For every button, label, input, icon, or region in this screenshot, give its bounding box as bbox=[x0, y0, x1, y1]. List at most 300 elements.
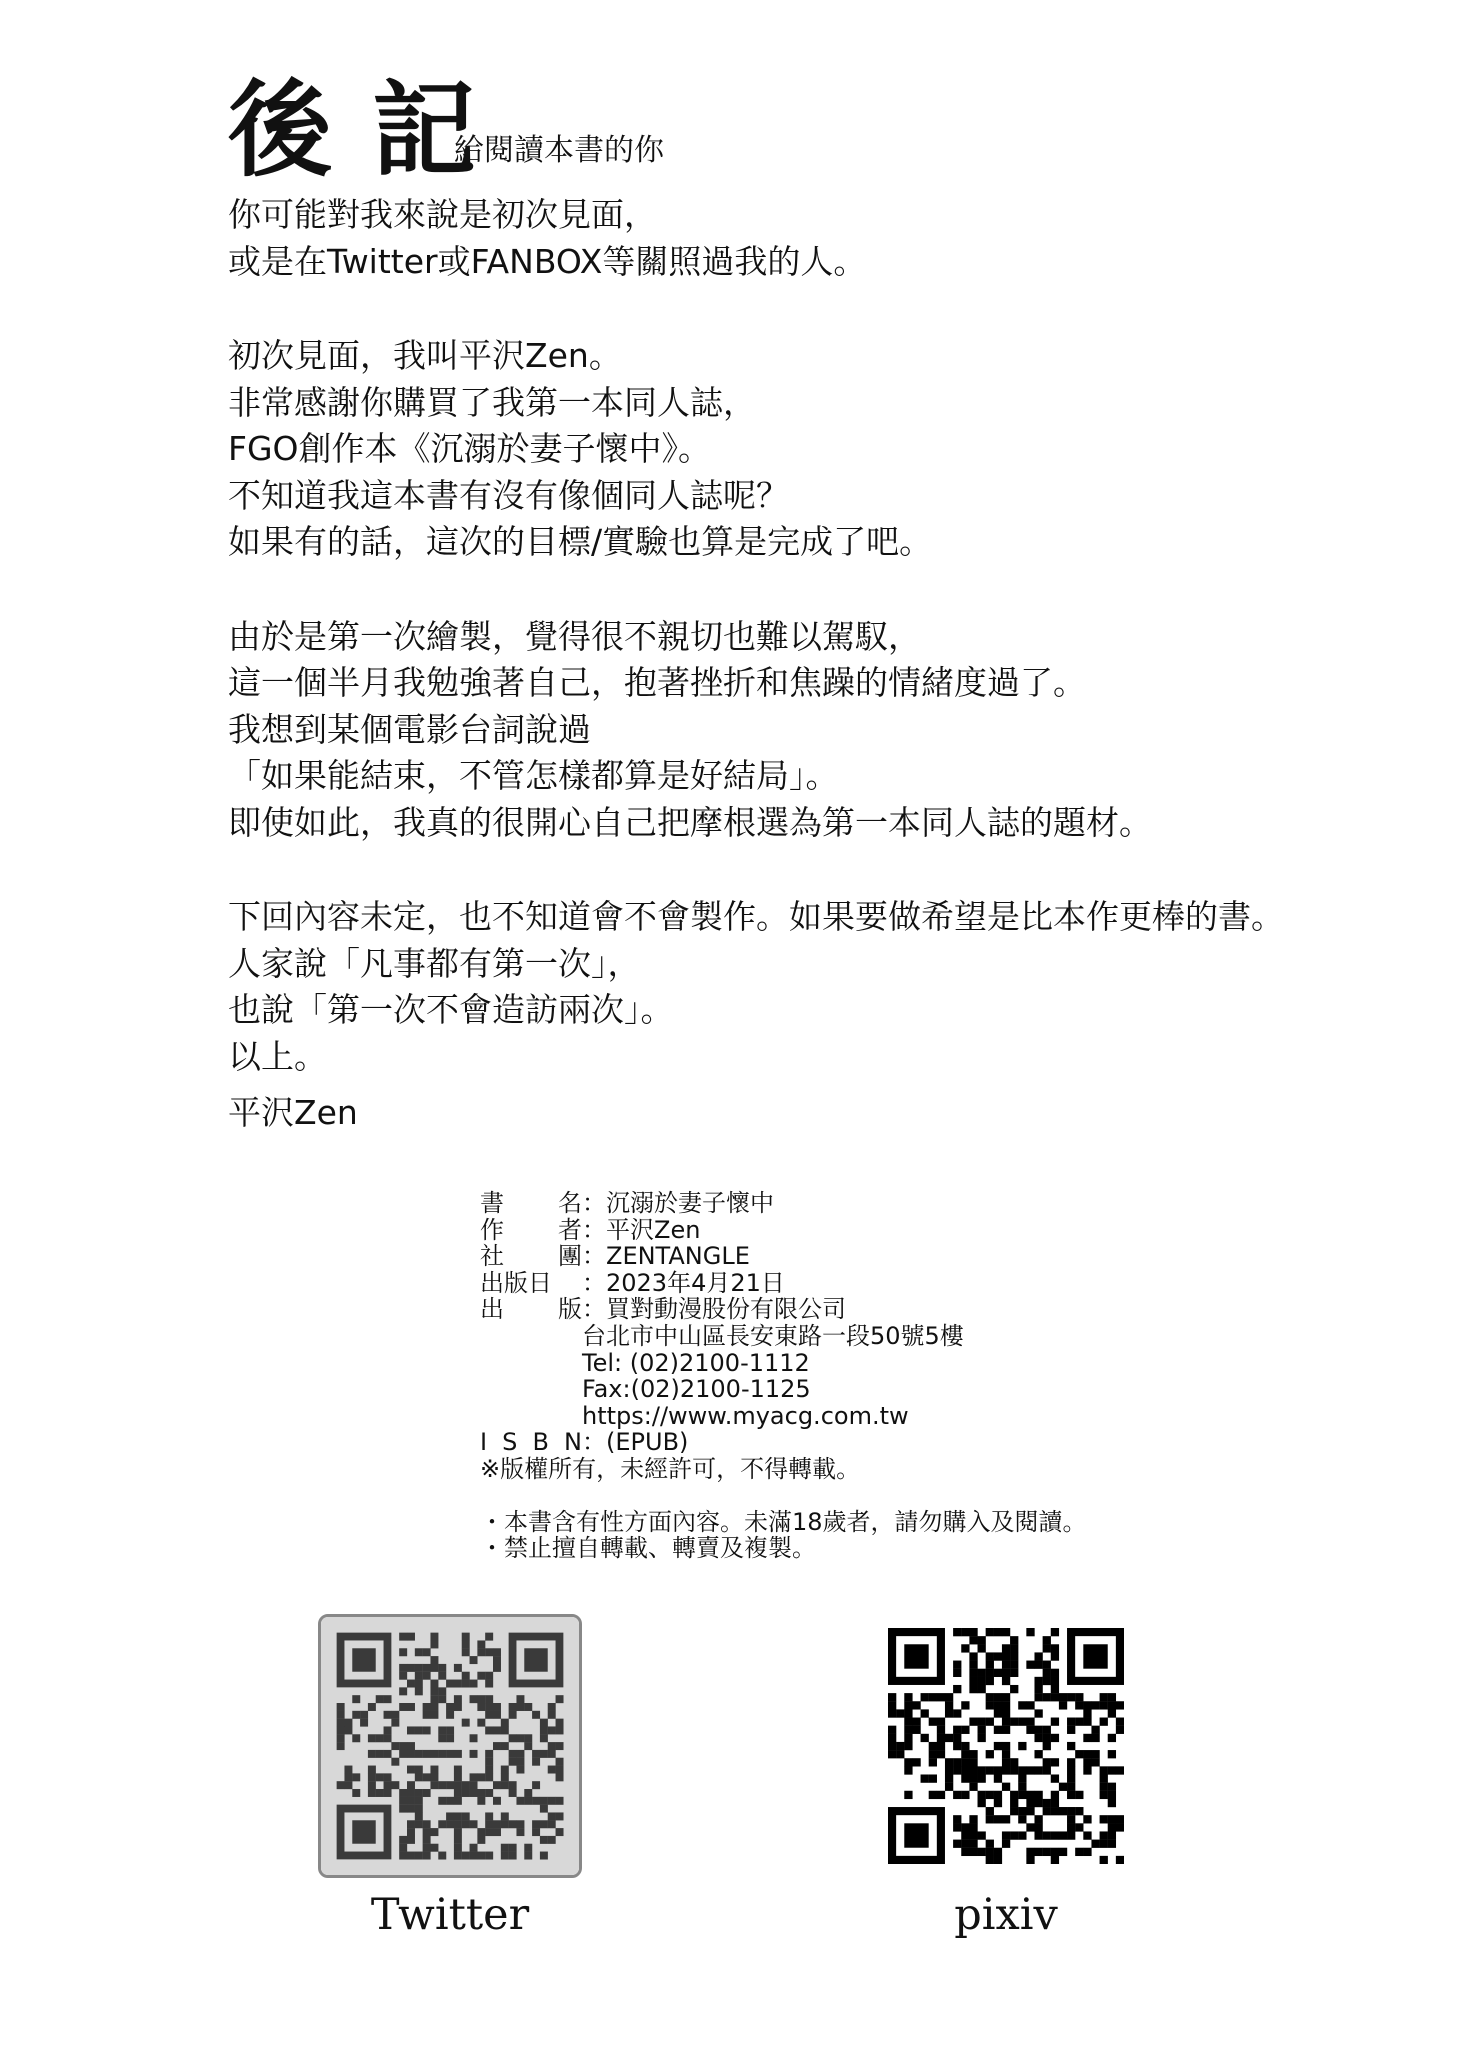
qr-module bbox=[986, 1669, 994, 1677]
qr-module bbox=[1010, 1831, 1018, 1839]
qr-module bbox=[994, 1766, 1002, 1774]
twitter-qr-code[interactable] bbox=[318, 1614, 582, 1878]
qr-module bbox=[430, 1656, 438, 1664]
qr-module bbox=[904, 1791, 912, 1799]
qr-module bbox=[337, 1781, 345, 1789]
qr-module bbox=[485, 1789, 493, 1797]
qr-module bbox=[485, 1852, 493, 1860]
qr-module bbox=[969, 1652, 977, 1660]
qr-module bbox=[1002, 1815, 1010, 1823]
qr-module bbox=[888, 1693, 896, 1701]
qr-module bbox=[1108, 1750, 1116, 1758]
copyright-notice: ※版權所有，未經許可，不得轉載。 bbox=[480, 1454, 861, 1483]
qr-module bbox=[978, 1718, 986, 1726]
colophon-row-title bbox=[480, 1190, 1087, 1217]
qr-module bbox=[391, 1711, 399, 1719]
qr-module bbox=[548, 1742, 556, 1750]
text-line: 你可能對我來說是初次見面， bbox=[228, 195, 657, 234]
qr-module bbox=[376, 1789, 384, 1797]
qr-module bbox=[399, 1742, 407, 1750]
qr-module bbox=[953, 1734, 961, 1742]
qr-module bbox=[454, 1844, 462, 1852]
qr-module bbox=[556, 1742, 564, 1750]
qr-module bbox=[1002, 1742, 1010, 1750]
colophon-row-publisher bbox=[480, 1296, 1087, 1323]
qr-module bbox=[1043, 1734, 1051, 1742]
text-line: 即使如此，我真的很開心自己把摩根選為第一本同人誌的題材。 bbox=[228, 802, 1152, 842]
qr-module bbox=[540, 1726, 548, 1734]
qr-module bbox=[953, 1815, 961, 1823]
qr-module bbox=[1018, 1791, 1026, 1799]
qr-module bbox=[1116, 1856, 1124, 1864]
qr-module bbox=[1034, 1823, 1042, 1831]
qr-module bbox=[1010, 1791, 1018, 1799]
qr-module bbox=[904, 1701, 912, 1709]
qr-module bbox=[524, 1852, 532, 1860]
qr-module bbox=[1100, 1831, 1108, 1839]
qr-module bbox=[1051, 1734, 1059, 1742]
qr-module bbox=[423, 1672, 431, 1680]
text-line: 我想到某個電影台詞說過 bbox=[228, 709, 591, 749]
qr-module bbox=[415, 1805, 423, 1813]
qr-module bbox=[352, 1789, 360, 1797]
qr-module bbox=[540, 1836, 548, 1844]
qr-module bbox=[1108, 1831, 1116, 1839]
qr-module bbox=[430, 1828, 438, 1836]
qr-module bbox=[485, 1766, 493, 1774]
qr-module bbox=[423, 1750, 431, 1758]
qr-module bbox=[438, 1672, 446, 1680]
qr-module bbox=[921, 1734, 929, 1742]
qr-module bbox=[929, 1718, 937, 1726]
qr-module bbox=[509, 1734, 517, 1742]
qr-module bbox=[953, 1685, 961, 1693]
qr-module bbox=[446, 1812, 454, 1820]
qr-module bbox=[978, 1734, 986, 1742]
qr-module bbox=[423, 1711, 431, 1719]
qr-module bbox=[438, 1750, 446, 1758]
qr-module bbox=[407, 1828, 415, 1836]
qr-module bbox=[454, 1664, 462, 1672]
qr-module bbox=[978, 1644, 986, 1652]
qr-module bbox=[986, 1750, 994, 1758]
qr-module bbox=[509, 1711, 517, 1719]
qr-module bbox=[454, 1789, 462, 1797]
qr-module bbox=[1067, 1807, 1075, 1815]
qr-module bbox=[1091, 1840, 1099, 1848]
colon: ： bbox=[582, 1295, 606, 1324]
qr-module bbox=[961, 1726, 969, 1734]
qr-module bbox=[1026, 1856, 1034, 1864]
qr-module bbox=[1067, 1766, 1075, 1774]
qr-module bbox=[548, 1797, 556, 1805]
qr-module bbox=[477, 1695, 485, 1703]
qr-module bbox=[921, 1693, 929, 1701]
qr-module bbox=[548, 1703, 556, 1711]
qr-module bbox=[1116, 1815, 1124, 1823]
qr-module bbox=[1026, 1799, 1034, 1807]
qr-module bbox=[360, 1719, 368, 1727]
qr-module bbox=[477, 1797, 485, 1805]
qr-module bbox=[1018, 1774, 1026, 1782]
qr-module bbox=[953, 1669, 961, 1677]
twitter-label: Twitter bbox=[370, 1890, 530, 1940]
qr-module bbox=[423, 1820, 431, 1828]
qr-module bbox=[556, 1758, 564, 1766]
qr-module bbox=[888, 1701, 896, 1709]
qr-module bbox=[994, 1815, 1002, 1823]
qr-module bbox=[446, 1797, 454, 1805]
qr-module bbox=[1067, 1791, 1075, 1799]
qr-module bbox=[493, 1742, 501, 1750]
isbn-value: (EPUB) bbox=[606, 1428, 689, 1457]
qr-module bbox=[1002, 1661, 1010, 1669]
text-line: 也說「第一次不會造訪兩次」。 bbox=[228, 990, 674, 1029]
qr-module bbox=[1051, 1791, 1059, 1799]
qr-module bbox=[1034, 1693, 1042, 1701]
qr-module bbox=[438, 1734, 446, 1742]
qr-module bbox=[994, 1701, 1002, 1709]
qr-module bbox=[462, 1820, 470, 1828]
qr-module bbox=[524, 1734, 532, 1742]
qr-module bbox=[961, 1644, 969, 1652]
qr-module bbox=[556, 1797, 564, 1805]
qr-module bbox=[516, 1820, 524, 1828]
colon: ： bbox=[582, 1268, 606, 1297]
qr-module bbox=[1059, 1848, 1067, 1856]
qr-module bbox=[1075, 1823, 1083, 1831]
qr-module bbox=[1026, 1701, 1034, 1709]
qr-module bbox=[945, 1783, 953, 1791]
qr-module bbox=[1116, 1823, 1124, 1831]
qr-module bbox=[391, 1758, 399, 1766]
qr-module bbox=[509, 1789, 517, 1797]
qr-module bbox=[485, 1633, 493, 1641]
qr-module bbox=[945, 1701, 953, 1709]
qr-module bbox=[1026, 1791, 1034, 1799]
qr-module bbox=[978, 1726, 986, 1734]
qr-module bbox=[1083, 1815, 1091, 1823]
qr-module bbox=[978, 1831, 986, 1839]
qr-module bbox=[493, 1820, 501, 1828]
qr-module bbox=[399, 1844, 407, 1852]
qr-module bbox=[352, 1695, 360, 1703]
qr-module bbox=[454, 1766, 462, 1774]
qr-module bbox=[1051, 1693, 1059, 1701]
circle-value: ZENTANGLE bbox=[606, 1242, 750, 1271]
qr-module bbox=[556, 1828, 564, 1836]
qr-module bbox=[1026, 1726, 1034, 1734]
qr-module bbox=[1010, 1718, 1018, 1726]
qr-module bbox=[516, 1750, 524, 1758]
qr-module bbox=[368, 1789, 376, 1797]
qr-module bbox=[384, 1711, 392, 1719]
qr-module bbox=[509, 1703, 517, 1711]
qr-module bbox=[978, 1669, 986, 1677]
qr-module bbox=[407, 1742, 415, 1750]
qr-module bbox=[524, 1844, 532, 1852]
afterword-subtitle: 給閱讀本書的你 bbox=[454, 133, 664, 168]
qr-module bbox=[423, 1836, 431, 1844]
qr-module bbox=[470, 1773, 478, 1781]
qr-module bbox=[961, 1831, 969, 1839]
qr-module bbox=[509, 1750, 517, 1758]
qr-module bbox=[953, 1628, 961, 1636]
qr-module bbox=[540, 1734, 548, 1742]
qr-module bbox=[423, 1664, 431, 1672]
qr-module bbox=[1059, 1783, 1067, 1791]
qr-module bbox=[454, 1828, 462, 1836]
qr-module bbox=[969, 1774, 977, 1782]
qr-module bbox=[407, 1726, 415, 1734]
qr-module bbox=[1108, 1815, 1116, 1823]
notice-age: ・本書含有性方面內容。未滿18歲者，請勿購入及閱讀。 bbox=[480, 1507, 1087, 1536]
qr-module bbox=[477, 1773, 485, 1781]
qr-module bbox=[344, 1726, 352, 1734]
qr-module bbox=[399, 1836, 407, 1844]
qr-module bbox=[1010, 1758, 1018, 1766]
qr-module bbox=[368, 1750, 376, 1758]
qr-module bbox=[501, 1773, 509, 1781]
qr-module bbox=[953, 1766, 961, 1774]
qr-module bbox=[1051, 1807, 1059, 1815]
paragraph-2 bbox=[228, 333, 1428, 566]
qr-module bbox=[1108, 1709, 1116, 1717]
qr-module bbox=[352, 1734, 360, 1742]
qr-module bbox=[438, 1664, 446, 1672]
qr-module bbox=[1018, 1701, 1026, 1709]
qr-module bbox=[399, 1687, 407, 1695]
qr-module bbox=[994, 1856, 1002, 1864]
qr-module bbox=[430, 1781, 438, 1789]
qr-module bbox=[969, 1628, 977, 1636]
qr-module bbox=[888, 1750, 896, 1758]
qr-module bbox=[961, 1758, 969, 1766]
qr-module bbox=[430, 1750, 438, 1758]
qr-module bbox=[501, 1726, 509, 1734]
author-value: 平沢Zen bbox=[606, 1215, 701, 1244]
qr-module bbox=[407, 1703, 415, 1711]
author-signature: 平沢Zen bbox=[228, 1093, 358, 1132]
qr-module bbox=[477, 1836, 485, 1844]
qr-module bbox=[1108, 1693, 1116, 1701]
qr-module bbox=[961, 1742, 969, 1750]
qr-module bbox=[423, 1844, 431, 1852]
qr-module bbox=[477, 1789, 485, 1797]
qr-module bbox=[904, 1758, 912, 1766]
qr-module bbox=[438, 1726, 446, 1734]
qr-module bbox=[986, 1718, 994, 1726]
qr-module bbox=[904, 1726, 912, 1734]
qr-module bbox=[1075, 1718, 1083, 1726]
text-line: 「如果能結束，不管怎樣都算是好結局」。 bbox=[228, 756, 839, 795]
qr-module bbox=[1083, 1831, 1091, 1839]
qr-module bbox=[423, 1828, 431, 1836]
qr-module bbox=[1002, 1750, 1010, 1758]
qr-module bbox=[1083, 1734, 1091, 1742]
qr-module bbox=[1026, 1628, 1034, 1636]
qr-module bbox=[501, 1781, 509, 1789]
qr-module bbox=[929, 1758, 937, 1766]
qr-module bbox=[1108, 1799, 1116, 1807]
qr-module bbox=[415, 1672, 423, 1680]
qr-module bbox=[1010, 1799, 1018, 1807]
qr-module bbox=[337, 1719, 345, 1727]
qr-module bbox=[1091, 1758, 1099, 1766]
qr-module bbox=[470, 1781, 478, 1789]
qr-module bbox=[937, 1693, 945, 1701]
qr-module bbox=[1034, 1791, 1042, 1799]
qr-module bbox=[485, 1726, 493, 1734]
qr-module bbox=[994, 1726, 1002, 1734]
qr-module bbox=[945, 1774, 953, 1782]
qr-module bbox=[446, 1711, 454, 1719]
qr-module bbox=[368, 1781, 376, 1789]
qr-module bbox=[1043, 1644, 1051, 1652]
qr-module bbox=[978, 1848, 986, 1856]
qr-module bbox=[344, 1719, 352, 1727]
qr-module bbox=[384, 1750, 392, 1758]
qr-module bbox=[415, 1773, 423, 1781]
qr-module bbox=[556, 1719, 564, 1727]
qr-module bbox=[485, 1758, 493, 1766]
qr-module bbox=[953, 1726, 961, 1734]
qr-module bbox=[986, 1848, 994, 1856]
qr-module bbox=[1067, 1758, 1075, 1766]
qr-module bbox=[1051, 1644, 1059, 1652]
qr-module bbox=[1034, 1831, 1042, 1839]
qr-module bbox=[1034, 1685, 1042, 1693]
pixiv-label: pixiv bbox=[954, 1890, 1058, 1940]
qr-module bbox=[470, 1750, 478, 1758]
qr-module bbox=[477, 1672, 485, 1680]
qr-module bbox=[446, 1734, 454, 1742]
text-line: 不知道我這本書有沒有像個同人誌呢？ bbox=[228, 475, 789, 515]
qr-module bbox=[462, 1680, 470, 1688]
qr-finder-pattern bbox=[1083, 1644, 1107, 1668]
qr-module bbox=[493, 1711, 501, 1719]
qr-module bbox=[344, 1766, 352, 1774]
qr-module bbox=[368, 1766, 376, 1774]
qr-module bbox=[352, 1711, 360, 1719]
qr-module bbox=[415, 1726, 423, 1734]
qr-module bbox=[430, 1633, 438, 1641]
qr-module bbox=[1043, 1669, 1051, 1677]
qr-module bbox=[1043, 1758, 1051, 1766]
qr-module bbox=[1083, 1766, 1091, 1774]
qr-module bbox=[446, 1781, 454, 1789]
qr-module bbox=[384, 1773, 392, 1781]
qr-module bbox=[912, 1726, 920, 1734]
qr-module bbox=[1002, 1677, 1010, 1685]
qr-module bbox=[1100, 1856, 1108, 1864]
qr-module bbox=[961, 1823, 969, 1831]
qr-module bbox=[1067, 1774, 1075, 1782]
qr-module bbox=[1010, 1669, 1018, 1677]
qr-module bbox=[1043, 1677, 1051, 1685]
qr-module bbox=[556, 1726, 564, 1734]
qr-module bbox=[1108, 1734, 1116, 1742]
qr-module bbox=[423, 1773, 431, 1781]
qr-module bbox=[368, 1703, 376, 1711]
qr-module bbox=[969, 1750, 977, 1758]
qr-module bbox=[1067, 1726, 1075, 1734]
qr-module bbox=[937, 1750, 945, 1758]
colophon-label: 出版日 bbox=[480, 1268, 552, 1297]
qr-module bbox=[446, 1703, 454, 1711]
qr-module bbox=[524, 1742, 532, 1750]
qr-module bbox=[986, 1791, 994, 1799]
qr-module bbox=[1100, 1701, 1108, 1709]
qr-module bbox=[493, 1726, 501, 1734]
qr-module bbox=[454, 1695, 462, 1703]
qr-module bbox=[986, 1628, 994, 1636]
qr-module bbox=[945, 1734, 953, 1742]
qr-module bbox=[337, 1726, 345, 1734]
qr-module bbox=[399, 1797, 407, 1805]
qr-module bbox=[1018, 1807, 1026, 1815]
qr-module bbox=[978, 1766, 986, 1774]
qr-module bbox=[430, 1703, 438, 1711]
qr-module bbox=[1002, 1709, 1010, 1717]
qr-module bbox=[1116, 1726, 1124, 1734]
tel-value: Tel: (02)2100-1112 bbox=[582, 1348, 810, 1377]
qr-module bbox=[430, 1680, 438, 1688]
pixiv-qr-code[interactable] bbox=[888, 1628, 1124, 1864]
notice-reprint: ・禁止擅自轉載、轉賣及複製。 bbox=[480, 1534, 816, 1563]
qr-module bbox=[516, 1766, 524, 1774]
qr-module bbox=[888, 1709, 896, 1717]
qr-module bbox=[415, 1664, 423, 1672]
qr-module bbox=[430, 1664, 438, 1672]
qr-module bbox=[1002, 1669, 1010, 1677]
qr-finder-pattern bbox=[352, 1820, 375, 1843]
qr-module bbox=[462, 1633, 470, 1641]
qr-module bbox=[1002, 1766, 1010, 1774]
publisher-value: 買對動漫股份有限公司 bbox=[606, 1295, 846, 1324]
qr-module bbox=[1026, 1718, 1034, 1726]
qr-module bbox=[1043, 1799, 1051, 1807]
qr-module bbox=[556, 1695, 564, 1703]
qr-module bbox=[1051, 1652, 1059, 1660]
qr-module bbox=[986, 1693, 994, 1701]
qr-module bbox=[953, 1840, 961, 1848]
qr-module bbox=[454, 1781, 462, 1789]
qr-module bbox=[415, 1812, 423, 1820]
qr-module bbox=[969, 1669, 977, 1677]
qr-module bbox=[430, 1640, 438, 1648]
qr-module bbox=[1108, 1783, 1116, 1791]
qr-module bbox=[1083, 1848, 1091, 1856]
qr-module bbox=[516, 1703, 524, 1711]
qr-module bbox=[986, 1701, 994, 1709]
qr-module bbox=[969, 1758, 977, 1766]
qr-module bbox=[1043, 1636, 1051, 1644]
qr-module bbox=[493, 1781, 501, 1789]
qr-module bbox=[415, 1852, 423, 1860]
qr-module bbox=[407, 1750, 415, 1758]
date-value: 2023年4月21日 bbox=[606, 1268, 785, 1297]
qr-module bbox=[994, 1709, 1002, 1717]
qr-module bbox=[994, 1799, 1002, 1807]
paragraph-1 bbox=[228, 192, 1428, 285]
qr-module bbox=[1108, 1840, 1116, 1848]
qr-finder-pattern bbox=[352, 1648, 375, 1671]
qr-module bbox=[1059, 1831, 1067, 1839]
text-line: 初次見面，我叫平沢Zen。 bbox=[228, 336, 622, 375]
qr-module bbox=[1051, 1831, 1059, 1839]
qr-module bbox=[1018, 1815, 1026, 1823]
